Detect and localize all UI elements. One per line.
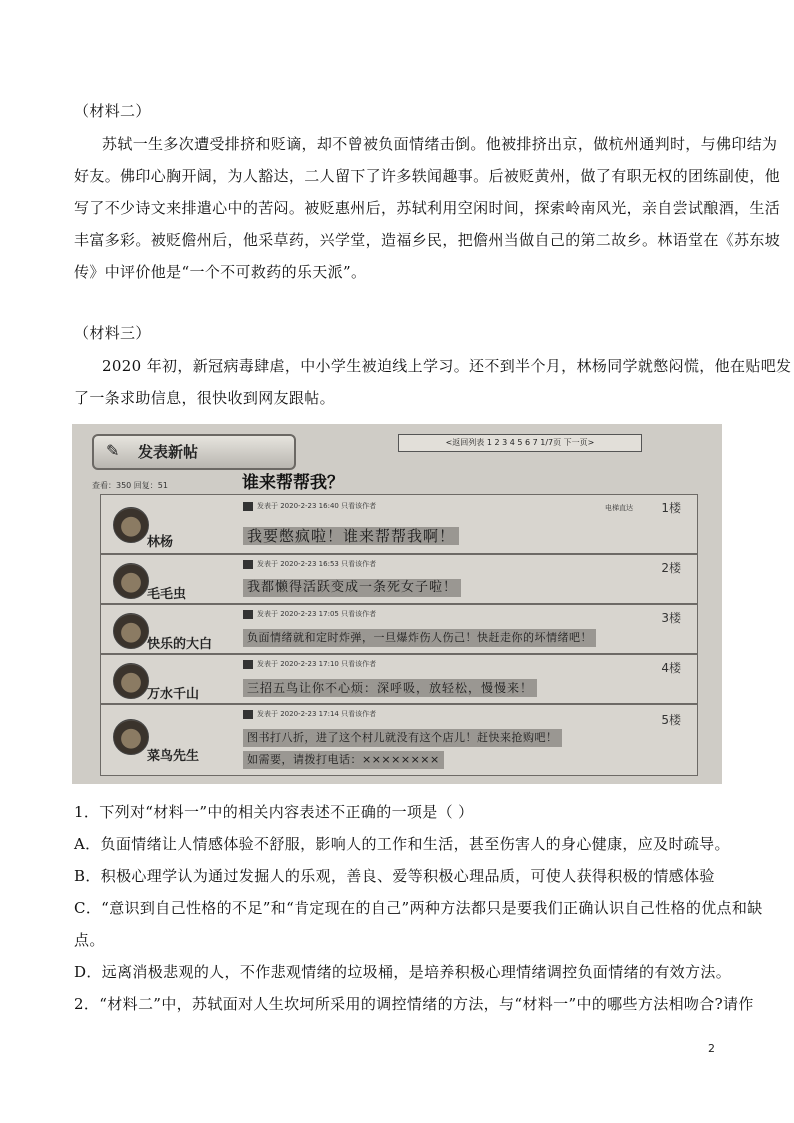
- material-three-line-2: 了一条求助信息，很快收到网友跟帖。: [74, 389, 335, 407]
- option-c-line-2: 点。: [74, 931, 105, 949]
- option-c-line-1: C．“意识到自己性格的不足”和“肯定现在的自己”两种方法都只是要我们正确认识自己性格的优点和缺: [74, 899, 763, 917]
- forum-post-4: [100, 654, 698, 704]
- material-two-line-3: 写了不少诗文来排遣心中的苦闷。被贬惠州后，苏轼利用空闲时间，探索岭南风光，亲自尝试酿酒，生活: [74, 199, 781, 217]
- avatar: [113, 613, 149, 649]
- new-post-label: 发表新帖: [138, 443, 199, 461]
- material-two-heading: （材料二）: [74, 102, 151, 120]
- post-message-line-2: 如需要，请拨打电话：××××××××: [243, 751, 444, 769]
- option-d: D．远离消极悲观的人，不作悲观情绪的垃圾桶，是培养积极心理情绪调控负面情绪的有效方法。: [74, 963, 732, 981]
- user-icon: [243, 660, 253, 669]
- user-icon: [243, 610, 253, 619]
- avatar: [113, 563, 149, 599]
- post-username: 菜鸟先生: [147, 749, 200, 764]
- avatar: [113, 663, 149, 699]
- floor-number: 2楼: [661, 561, 681, 575]
- forum-screenshot-photo: [72, 424, 722, 784]
- forum-post-5: [100, 704, 698, 776]
- post-message: 图书打八折，进了这个村儿就没有这个店儿！赶快来抢购吧！: [243, 729, 562, 747]
- forum-post-2: [100, 554, 698, 604]
- post-meta: [243, 609, 376, 619]
- post-meta: [243, 709, 376, 719]
- question-2: 2．“材料二”中，苏轼面对人生坎坷所采用的调控情绪的方法，与“材料一”中的哪些方法相吻合?请作: [74, 995, 754, 1013]
- post-message: 我都懒得活跃变成一条死女子啦！: [243, 579, 461, 597]
- post-meta-text: 发表于 2020-2-23 16:53 只看该作者: [257, 560, 377, 568]
- thread-title: 谁来帮帮我？: [242, 473, 344, 493]
- question-1: 1．下列对“材料一”中的相关内容表述不正确的一项是（ ）: [74, 803, 474, 821]
- post-message: 三招五鸟让你不心烦：深呼吸，放轻松，慢慢来！: [243, 679, 537, 697]
- post-username: 快乐的大白: [147, 637, 213, 652]
- post-meta-text: 发表于 2020-2-23 17:14 只看该作者: [257, 710, 377, 718]
- floor-number: 4楼: [661, 661, 681, 675]
- user-icon: [243, 710, 253, 719]
- user-icon: [243, 502, 253, 511]
- floor-number: 1楼: [661, 501, 681, 515]
- forum-post-3: [100, 604, 698, 654]
- material-three-heading: （材料三）: [74, 324, 151, 342]
- post-username: 万水千山: [147, 687, 200, 702]
- pagination-bar: <返回列表 1 2 3 4 5 6 7 1/7页 下一页>: [398, 434, 642, 452]
- option-a: A．负面情绪让人情感体验不舒服，影响人的工作和生活，甚至伤害人的身心健康，应及时疏导。: [74, 835, 730, 853]
- option-b: B．积极心理学认为通过发掘人的乐观，善良、爱等积极心理品质，可使人获得积极的情感体验: [74, 867, 715, 885]
- user-icon: [243, 560, 253, 569]
- material-two-line-5: 传》中评价他是“一个不可救药的乐天派”。: [74, 263, 367, 281]
- post-meta: [243, 659, 376, 669]
- post-message: 负面情绪就和定时炸弹，一旦爆炸伤人伤己！快赶走你的坏情绪吧！: [243, 629, 596, 647]
- post-meta: [243, 559, 376, 569]
- new-post-tab: [92, 434, 296, 470]
- post-meta-text: 发表于 2020-2-23 16:40 只看该作者: [257, 502, 377, 510]
- post-meta-text: 发表于 2020-2-23 17:10 只看该作者: [257, 660, 377, 668]
- material-two-line-1: 苏轼一生多次遭受排挤和贬谪，却不曾被负面情绪击倒。他被排挤出京，做杭州通判时，与佛印结为: [102, 135, 778, 153]
- material-two-line-4: 丰富多彩。被贬儋州后，他采草药，兴学堂，造福乡民，把儋州当做自己的第二故乡。林语堂在《苏东坡: [74, 231, 781, 249]
- pen-icon: ✎: [106, 441, 120, 460]
- material-three-line-1: 2020 年初，新冠病毒肆虐，中小学生被迫线上学习。还不到半个月，林杨同学就憋闷慌，他在贴吧发: [102, 357, 792, 375]
- thread-stats: 查看：350 回复：51: [92, 481, 168, 490]
- post-meta-text: 发表于 2020-2-23 17:05 只看该作者: [257, 610, 377, 618]
- floor-number: 5楼: [661, 713, 681, 727]
- forum-post-1: [100, 494, 698, 554]
- post-username: 林杨: [147, 535, 174, 550]
- material-two-line-2: 好友。佛印心胸开阔，为人豁达，二人留下了许多轶闻趣事。后被贬黄州，做了有职无权的团练副使，他: [74, 167, 781, 185]
- floor-number: 3楼: [661, 611, 681, 625]
- avatar: [113, 719, 149, 755]
- post-message: 我要憋疯啦！谁来帮帮我啊！: [243, 527, 459, 545]
- post-username: 毛毛虫: [147, 587, 187, 602]
- post-meta: [243, 501, 376, 511]
- elevator-link: 电梯直达: [605, 504, 633, 512]
- page-number: 2: [708, 1042, 715, 1055]
- avatar: [113, 507, 149, 543]
